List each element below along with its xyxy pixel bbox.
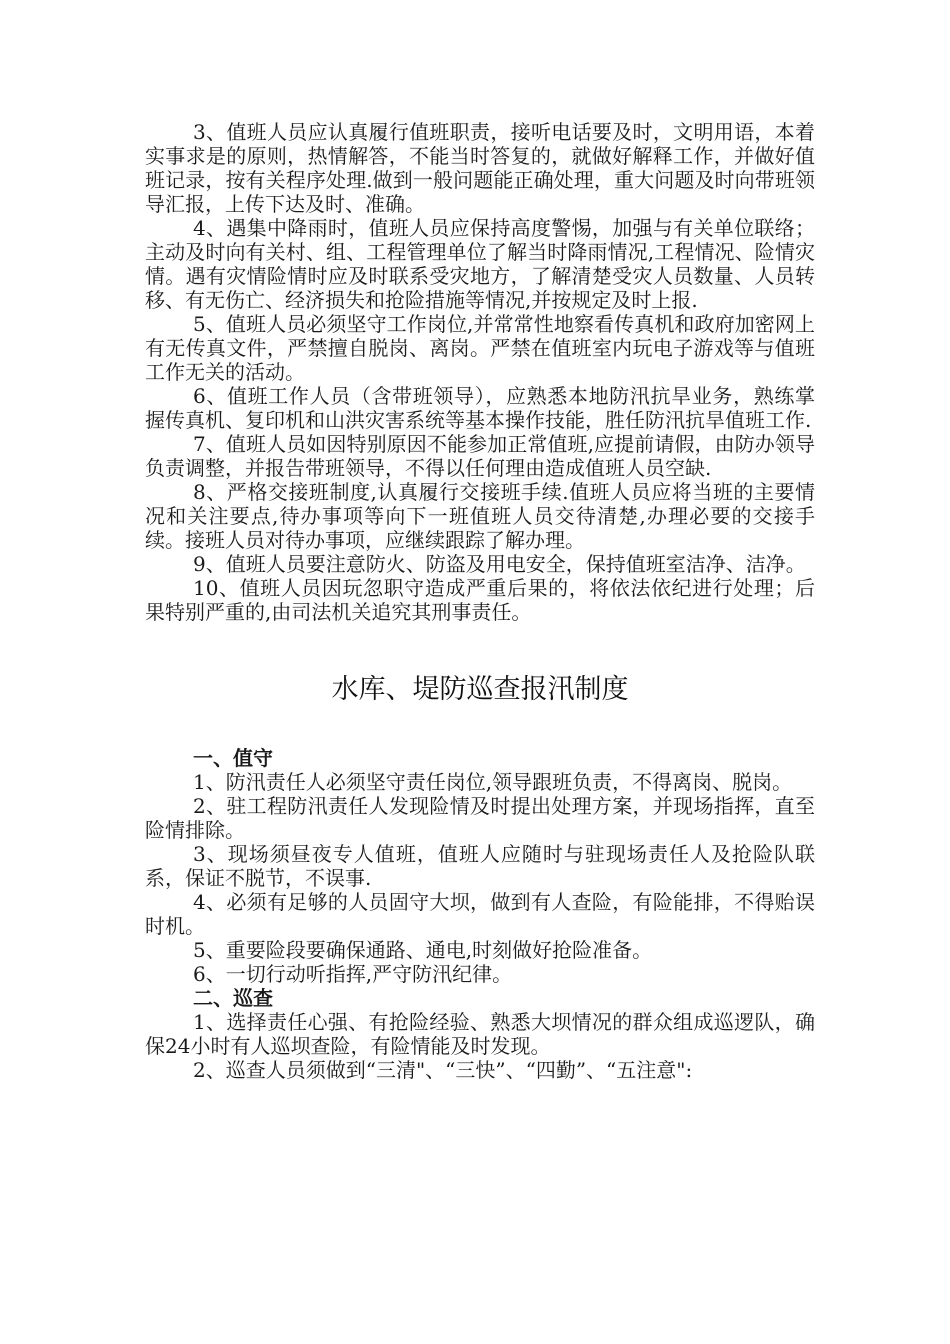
section-heading-patrol: 二、巡查 bbox=[193, 986, 273, 1010]
duty-item: 1、防汛责任人必须坚守责任岗位,领导跟班负责，不得离岗、脱岗。 bbox=[193, 770, 793, 794]
duty-item: 2、驻工程防汛责任人发现险情及时提出处理方案，并现场指挥，直至险情排除。 bbox=[145, 794, 815, 842]
rule-paragraph: 10、值班人员因玩忽职守造成严重后果的，将依法依纪进行处理；后果特别严重的,由司法机关追究其刑事责任。 bbox=[145, 576, 815, 624]
patrol-item: 2、巡查人员须做到“三清"、“三快”、“四勤”、“五注意": bbox=[193, 1058, 693, 1082]
document-page bbox=[145, 120, 815, 1082]
duty-item: 5、重要险段要确保通路、通电,时刻做好抢险准备。 bbox=[193, 938, 653, 962]
rule-paragraph: 7、值班人员如因特别原因不能参加正常值班,应提前请假，由防办领导负责调整，并报告带班领导，不得以任何理由造成值班人员空缺. bbox=[145, 432, 815, 480]
rule-paragraph: 6、值班工作人员（含带班领导），应熟悉本地防汛抗旱业务，熟练掌握传真机、复印机和山洪灾害系统等基本操作技能，胜任防汛抗旱值班工作. bbox=[145, 384, 815, 432]
rule-paragraph: 5、值班人员必须坚守工作岗位,并常常性地察看传真机和政府加密网上有无传真文件，严禁擅自脱岗、离岗。严禁在值班室内玩电子游戏等与值班工作无关的活动。 bbox=[145, 312, 815, 384]
rule-paragraph: 8、严格交接班制度,认真履行交接班手续.值班人员应将当班的主要情况和关注要点,待办事项等向下一班值班人员交待清楚,办理必要的交接手续。接班人员对待办事项，应继续跟踪了解办理。 bbox=[145, 480, 815, 552]
document-title: 水库、堤防巡查报汛制度 bbox=[331, 674, 629, 705]
duty-item: 4、必须有足够的人员固守大坝，做到有人查险，有险能排，不得贻误时机。 bbox=[145, 890, 815, 938]
rule-paragraph: 9、值班人员要注意防火、防盗及用电安全，保持值班室洁净、洁净。 bbox=[193, 552, 806, 576]
duty-item: 6、一切行动听指挥,严守防汛纪律。 bbox=[193, 962, 513, 986]
rule-paragraph: 3、值班人员应认真履行值班职责，接听电话要及时，文明用语，本着实事求是的原则，热情解答，不能当时答复的，就做好解释工作，并做好值班记录，按有关程序处理.做到一般问题能正确处理，重大问题及时向带班领导汇报，上传下达及时、准确。 bbox=[145, 120, 815, 216]
duty-item: 3、现场须昼夜专人值班，值班人应随时与驻现场责任人及抢险队联系，保证不脱节，不误事. bbox=[145, 842, 815, 890]
rule-paragraph: 4、遇集中降雨时，值班人员应保持高度警惕，加强与有关单位联络；主动及时向有关村、组、工程管理单位了解当时降雨情况,工程情况、险情灾情。遇有灾情险情时应及时联系受灾地方，了解清楚受灾人员数量、人员转移、有无伤亡、经济损失和抢险措施等情况,并按规定及时上报. bbox=[145, 216, 815, 312]
section-heading-duty: 一、值守 bbox=[193, 746, 273, 770]
patrol-item: 1、选择责任心强、有抢险经验、熟悉大坝情况的群众组成巡逻队，确保24小时有人巡坝查险，有险情能及时发现。 bbox=[145, 1010, 815, 1058]
